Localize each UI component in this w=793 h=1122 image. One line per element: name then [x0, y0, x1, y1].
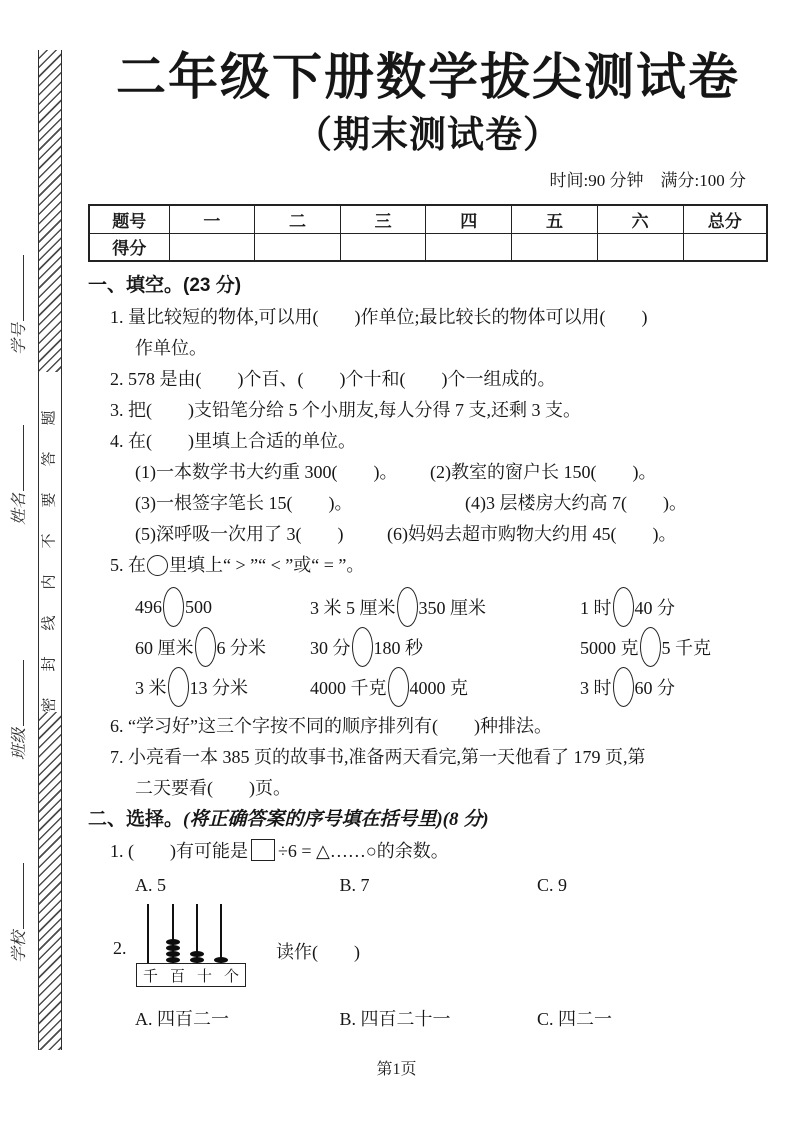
- abacus-rod-thousands: [147, 904, 149, 965]
- compare-item: 4000 千克 4000 克: [310, 667, 580, 707]
- fill-q7-line2: 二天要看( )页。: [135, 778, 291, 798]
- option-b: B. 四百二十一: [339, 1009, 451, 1029]
- fill-q4: 4. 在( )里填上合适的单位。: [110, 431, 356, 451]
- score-table: [88, 204, 768, 262]
- abacus-base-box: [136, 963, 246, 987]
- class-label: [10, 610, 30, 760]
- section1-heading-score: (23 分): [183, 275, 242, 296]
- option-c: C. 9: [537, 875, 568, 895]
- choice-q1-options: [88, 870, 768, 900]
- compare-item: 5000 克 5 千克: [580, 627, 768, 667]
- fill-q4-sub-row1: [88, 457, 768, 488]
- fill-q4-sub3: (3)一根签字笔长 15( )。: [135, 493, 353, 513]
- fill-q4-sub4: (4)3 层楼房大约高 7( )。: [465, 493, 687, 513]
- seal-line-band: [38, 50, 62, 1050]
- abacus-label-tens: 十: [196, 968, 212, 985]
- abacus-bead: [166, 957, 180, 963]
- circle-blank-icon: [613, 587, 634, 627]
- fill-q7-line1: 7. 小亮看一本 385 页的故事书,准备两天看完,第一天他看了 179 页,第: [110, 747, 646, 767]
- section2-heading-score: (8 分): [442, 809, 489, 830]
- school-text: 学校: [11, 930, 28, 963]
- abacus-bead: [166, 939, 180, 945]
- square-blank-icon: [251, 839, 275, 861]
- seal-phrase: 密封线内不要答题: [41, 384, 58, 713]
- abacus-bead: [166, 951, 180, 957]
- circle-blank-icon: [613, 667, 634, 707]
- abacus-rod-ones: [220, 904, 222, 965]
- circle-blank-icon: [168, 667, 189, 707]
- option-a: A. 5: [135, 875, 166, 895]
- school-label: [10, 813, 30, 963]
- hatch-pattern-top: [39, 50, 61, 372]
- abacus-bead: [190, 951, 204, 957]
- score-empty-cell: [512, 233, 598, 261]
- choice-q2-number: 2.: [113, 938, 127, 958]
- fill-q3: 3. 把( )支铅笔分给 5 个小朋友,每人分得 7 支,还剩 3 支。: [110, 400, 581, 420]
- score-header-cell: 五: [512, 205, 598, 233]
- choice-q2-options: [88, 1004, 768, 1034]
- circle-blank-icon: [388, 667, 409, 707]
- fill-q1-line2: 作单位。: [135, 338, 207, 358]
- circle-blank-icon: [147, 555, 168, 576]
- abacus-bead: [214, 957, 228, 963]
- score-empty-cell: [255, 233, 341, 261]
- circle-blank-icon: [195, 627, 216, 667]
- fill-q4-sub1: (1)一本数学书大约重 300( )。: [135, 462, 398, 482]
- score-header-cell: 三: [340, 205, 426, 233]
- school-blank-line: [10, 863, 24, 929]
- compare-item: 496 500: [135, 587, 310, 627]
- score-header-cell: 二: [255, 205, 341, 233]
- fill-q4-sub-row3: [88, 519, 768, 550]
- option-a: A. 四百二一: [135, 1009, 229, 1029]
- score-header-cell: 总分: [683, 205, 767, 233]
- fill-q4-sub6: (6)妈妈去超市购物大约用 45( )。: [387, 524, 677, 544]
- seal-phrase-slot: [39, 372, 61, 712]
- section2-heading-text: 二、选择。: [88, 809, 184, 830]
- choice-q2-read-as: 读作( ): [276, 942, 360, 962]
- section2-heading: [88, 806, 768, 834]
- score-empty-cell: [340, 233, 426, 261]
- score-row-label: 得分: [89, 233, 169, 261]
- hatch-pattern-bottom: [39, 712, 61, 1050]
- compare-item: 30 分 180 秒: [310, 627, 580, 667]
- student-id-blank-line: [10, 255, 24, 321]
- abacus-bead: [190, 957, 204, 963]
- score-empty-cell: [426, 233, 512, 261]
- comparison-grid: [135, 587, 768, 707]
- paper-subtitle: （期末测试卷）: [295, 115, 561, 156]
- score-table-header-row: [89, 205, 767, 233]
- section1-heading: [88, 272, 768, 300]
- class-blank-line: [10, 660, 24, 726]
- fill-q6: 6. “学习好”这三个字按不同的顺序排列有( )种排法。: [110, 716, 552, 736]
- fill-q1-line1: 1. 量比较短的物体,可以用( )作单位;最比较长的物体可以用( ): [110, 307, 648, 327]
- score-empty-cell: [597, 233, 683, 261]
- fill-q4-sub5: (5)深呼吸一次用了 3( ): [135, 524, 344, 544]
- time-score-info: 时间:90 分钟 满分:100 分: [549, 171, 746, 190]
- circle-blank-icon: [163, 587, 184, 627]
- score-header-cell: 六: [597, 205, 683, 233]
- fill-q5: 5. 在 里填上“ > ”“ < ”或“ = ”。: [110, 555, 365, 575]
- page-number: 第1页: [376, 1061, 417, 1078]
- option-b: B. 7: [339, 875, 370, 895]
- abacus-label-thousands: 千: [142, 968, 158, 985]
- abacus-label-ones: 个: [223, 968, 239, 985]
- compare-item: 3 米 5 厘米 350 厘米: [310, 587, 580, 627]
- compare-item: 3 米 13 分米: [135, 667, 310, 707]
- fill-q2: 2. 578 是由( )个百、( )个十和( )个一组成的。: [110, 369, 556, 389]
- abacus-label-hundreds: 百: [169, 968, 185, 985]
- paper-title: 二年级下册数学拔尖测试卷: [116, 49, 740, 105]
- abacus-bead: [166, 945, 180, 951]
- score-table-value-row: [89, 233, 767, 261]
- student-id-label: [10, 205, 30, 355]
- score-header-cell: 四: [426, 205, 512, 233]
- compare-item: 60 厘米 6 分米: [135, 627, 310, 667]
- circle-blank-icon: [352, 627, 373, 667]
- score-header-cell: 题号: [89, 205, 169, 233]
- compare-item: 1 时 40 分: [580, 587, 768, 627]
- abacus-figure: [136, 904, 246, 988]
- section1-heading-text: 一、填空。: [88, 275, 184, 296]
- circle-blank-icon: [397, 587, 418, 627]
- score-empty-cell: [169, 233, 255, 261]
- section2-heading-note: (将正确答案的序号填在括号里): [183, 809, 443, 830]
- option-c: C. 四二一: [537, 1009, 613, 1029]
- choice-q2-block: [88, 902, 768, 1002]
- fill-q4-sub-row2: [88, 488, 768, 519]
- choice-q1: 1. ( )有可能是 ÷6 = △……○的余数。: [110, 841, 449, 861]
- student-id-text: 学号: [11, 322, 28, 355]
- paper-content: [88, 0, 768, 1034]
- student-name-text: 姓名: [11, 492, 28, 525]
- circle-blank-icon: [640, 627, 661, 667]
- fill-q4-sub2: (2)教室的窗户长 150( )。: [430, 462, 657, 482]
- class-text: 班级: [11, 727, 28, 760]
- score-empty-cell: [683, 233, 767, 261]
- score-header-cell: 一: [169, 205, 255, 233]
- student-name-label: [10, 375, 30, 525]
- student-name-blank-line: [10, 425, 24, 491]
- compare-item: 3 时 60 分: [580, 667, 768, 707]
